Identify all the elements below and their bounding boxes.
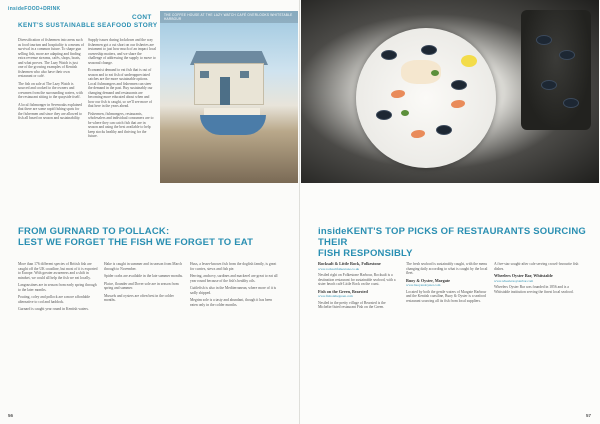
story-title-suffix: CONT [132,14,152,21]
shellfish-bowl [521,10,591,130]
paragraph: More than 176 different species of British fish are caught off the UK coastline, but most of it is exported to Europe. With greater awareness and a shift in mindset, we could all help the fish we eat locally. [18,262,98,280]
masthead-left: insideFOOD+DRINK [8,6,61,12]
lemon [461,55,477,67]
fish-column-2 [104,262,186,306]
fish-column-1 [18,262,100,315]
herb [431,70,439,76]
venues-column-3 [494,262,584,297]
paragraph: Huss, a lesser-known fish from the dogfish family, is great for curries, stews and fish pie. [190,262,277,271]
left-section-headline [18,226,288,248]
headline-line-2: FISH RESPONSIBLY [318,248,413,259]
page-number-right: 57 [586,413,592,418]
mussel [451,80,467,90]
headline-line-1: FROM GURNARD TO POLLACK: [18,226,170,237]
paragraph: Herring, anchovy, sardines and mackerel are great to eat all year round because of the fish's healthy oils. [190,274,278,283]
paragraph: Pouting, coley and pollock are a more affordable alternative to cod and haddock. [18,295,91,304]
mussel [421,45,437,55]
venue-url[interactable]: www.fishonthegreen.com [318,294,353,298]
venue-description: The fresh seafood is sustainably caught, with the menu changing daily according to what is caught by the local fleet. [406,262,488,275]
headline-line-1: insideKENT'S TOP PICKS OF RESTAURANTS SOURCING THEIR [318,226,586,248]
boat-hull [200,115,266,135]
venue-url[interactable]: www.buoyandoyster.com [406,283,441,287]
herb [401,110,409,116]
mussel [436,125,452,135]
mussel [536,35,552,45]
mussel [541,80,557,90]
paragraph: Hake is caught in summer and in season from March through to November. [104,262,182,271]
venue-description: A five-star sought-after cafe serving crowd-favourite fish dishes. [494,262,579,271]
mussel [563,98,579,108]
mussel [559,50,575,60]
seafood-platter-photo [301,0,599,183]
venue-name: Rocksalt & Little Rock, Folkestone [318,261,381,266]
right-section-headline [318,226,588,259]
paragraph: Supply issues during lockdown and the way fishermen got a cut short on our fisheries are testament to just how much of an impact local ownership matters, and we share the challenge of addressing the supply to move to seasonal change. [88,38,156,65]
harbour-cafe-photo [160,11,298,183]
venue-description: Nestled right on Folkestone Harbour, Rocksalt is a destination restaurant for sustainable seafood, with a sister beach café Little Rock on the coast. [318,273,396,286]
window-shape [200,71,209,78]
paragraph: Diversification of fishermen into areas such as food tourism and hospitality is a means of survival in a common future. To shape gun selling fish, more are adapting and finding extra revenue streams, cafés, shops, boats, and what proves. The Lazy Watch is just one of the growing examples of Kentish fishermen who also have their own restaurant or café. [18,38,84,78]
venue-description: Wheelers Oyster Bar was founded in 1856 and is a Whitstable institution serving the finest local seafood. [494,285,574,294]
paragraph: Spider crabs are available in the late summer months. [104,274,183,278]
photo-caption: THE COFFEE HOUSE AT THE LAZY WATCH CAFÉ OVERLOOKS WHITSTABLE HARBOUR [160,11,298,23]
mussel [376,110,392,120]
paragraph: The fish on sale at The Lazy Watch is sourced and cooked to the owners and crewmen from the surrounding waters, with the restaurant sitting to the quayside itself. [18,81,83,99]
mussel [381,50,397,60]
paragraph: Economist demand to eat fish that is out of season and to eat fish of underappreciated catches are the more sustainable options. Local fishmongers and fishermen can steer the demand in the past. Buy sustainably our changing demand and restaurants are becoming more educated about when and how our fish is caught, so we'll see more of that here in the years ahead. [88,68,153,108]
paragraph: Megrim sole is a tasty and abundant, though it has been eaten only in the colder months. [190,298,273,307]
headline-line-2: LEST WE FORGET THE FISH WE FORGET TO EAT [18,237,254,248]
door-shape [220,77,230,105]
venue-url[interactable]: www.wheelersoysterbar.com [494,278,534,283]
paragraph: Cuttlefish is also in the Mediterranean, where more of it is sadly shipped. [190,286,277,295]
paragraph: Mussels and oysters are often best in the colder months. [104,293,174,302]
paragraph: Langoustines are in season from early spring through to the later months. [18,283,97,292]
venue-url[interactable]: www.rocksaltfolkestone.co.uk [318,266,360,271]
venue-description: Located by both the gentle waters of Margate Harbour and the Kentish coastline, Buoy & Oyster is a seafood restaurant sourcing all its fish from local suppliers. [406,289,487,303]
venue-description: Nestled in the pretty village of Bearsted is the Michelin-listed restaurant Fish on the Green. [318,300,386,309]
paragraph: A local fishmonger in Sevenoaks explained that there are some rapid fishing spots for the fishermen and since they are allowed to fish all based on season and sustainability. [18,102,83,120]
story-header [18,14,158,29]
paragraph: Plaice, flounder and Dover sole are in season from spring and summer. [104,281,179,290]
paragraph: Fishermen, fishmongers, restaurants, wholesalers and individual consumers are to be where they can catch fish that are in season and using the best available to help keep stocks healthy and thriving for the future. [88,111,154,138]
window-shape [240,71,249,78]
story-column-1 [18,38,84,124]
story-column-2 [88,38,156,142]
venues-column-2 [406,262,488,306]
story-title: KENT'S SUSTAINABLE SEAFOOD STORY [18,22,158,29]
fish-column-3 [190,262,280,310]
venues-column-1 [318,262,400,313]
page-number-left: 56 [8,413,14,418]
venue-name: Buoy & Oyster, Margate [406,277,451,283]
paragraph: Gurnard is caught year round in Kentish waters. [18,307,89,311]
venue-name: Wheelers Oyster Bar, Whitstable [494,273,553,278]
venue-name: Fish on the Green, Bearsted [318,288,368,294]
